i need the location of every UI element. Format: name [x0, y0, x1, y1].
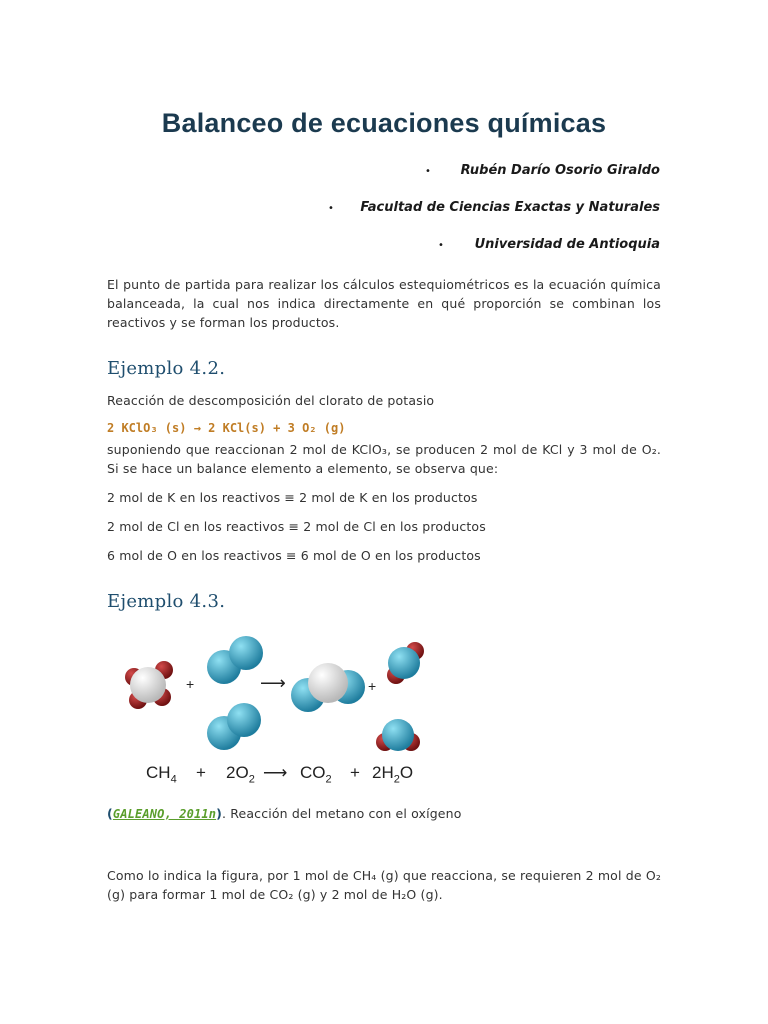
- formula-ch4-subscript: 4: [170, 773, 177, 786]
- formula-co2-subscript: 2: [325, 773, 332, 786]
- citation-link[interactable]: GALEANO, 2011n: [112, 807, 217, 821]
- formula-o2-subscript: 2: [248, 773, 255, 786]
- carbon-dioxide-molecule: [291, 663, 365, 712]
- water-molecule: [376, 719, 420, 751]
- formula-h2o-subscript: 2: [393, 773, 400, 786]
- formula-o2: 2O: [226, 763, 249, 782]
- bullet-icon: •: [438, 240, 444, 251]
- water-molecule: [387, 642, 424, 684]
- figure-formula-plus: +: [196, 763, 206, 782]
- figure-arrow-icon: ⟶: [260, 673, 286, 694]
- citation-open-paren: (: [107, 806, 113, 821]
- example-4-2-explanation: suponiendo que reaccionan 2 mol de KClO₃, se producen 2 mol de KCl y 3 mol de O₂. Si se hace un balance elemento a elemento, se observa que:: [107, 442, 661, 476]
- page-title: Balanceo de ecuaciones químicas: [161, 108, 607, 138]
- figure-formula: [146, 763, 177, 785]
- oxygen-molecule: [207, 703, 261, 750]
- figure-formula-co2: [300, 763, 332, 785]
- figure-formula-arrow: ⟶: [263, 763, 288, 782]
- bullet-icon: •: [328, 203, 334, 214]
- methane-molecule: [125, 661, 173, 709]
- formula-ch4: CH: [146, 763, 171, 782]
- citation-caption: . Reacción del metano con el oxígeno: [222, 806, 462, 821]
- balance-oxygen: 6 mol de O en los reactivos ≡ 6 mol de O en los productos: [107, 548, 481, 563]
- formula-h2o-b: O: [399, 763, 414, 782]
- author-name: Rubén Darío Osorio Giraldo: [460, 163, 660, 178]
- oxygen-molecule: [207, 636, 263, 684]
- chemical-equation: 2 KClO₃ (s) → 2 KCl(s) + 3 O₂ (g): [107, 421, 346, 435]
- bullet-icon: •: [425, 166, 431, 177]
- intro-paragraph: El punto de partida para realizar los cálculos estequiométricos es la ecuación química balanceada, la cual nos indica directamente en qué proporción se combinan los reactivos y se forman los productos.: [107, 277, 661, 330]
- figure-formula-h2o: [372, 763, 413, 785]
- formula-h2o-a: 2H: [372, 763, 394, 782]
- author-faculty: Facultad de Ciencias Exactas y Naturales: [360, 200, 660, 215]
- example-4-2-subtitle: Reacción de descomposición del clorato de potasio: [107, 393, 435, 408]
- balance-potassium: 2 mol de K en los reactivos ≡ 2 mol de K en los productos: [107, 490, 478, 505]
- example-4-3-heading: Ejemplo 4.3.: [107, 591, 226, 612]
- formula-co2: CO: [300, 763, 326, 782]
- figure-formula-o2: [226, 763, 255, 785]
- balance-chlorine: 2 mol de Cl en los reactivos ≡ 2 mol de Cl en los productos: [107, 519, 486, 534]
- citation-close-paren: ): [216, 806, 222, 821]
- figure-plus-sign: +: [186, 676, 195, 692]
- figure-plus-sign: +: [368, 678, 377, 694]
- figure-formula-plus: +: [350, 763, 360, 782]
- example-4-2-heading: Ejemplo 4.2.: [107, 358, 226, 379]
- conclusion-paragraph: Como lo indica la figura, por 1 mol de CH₄ (g) que reacciona, se requieren 2 mol de O₂ (g) para formar 1 mol de CO₂ (g) y 2 mol de H₂O (g).: [107, 868, 661, 902]
- author-university: Universidad de Antioquia: [474, 237, 660, 252]
- figure-citation: [107, 806, 462, 821]
